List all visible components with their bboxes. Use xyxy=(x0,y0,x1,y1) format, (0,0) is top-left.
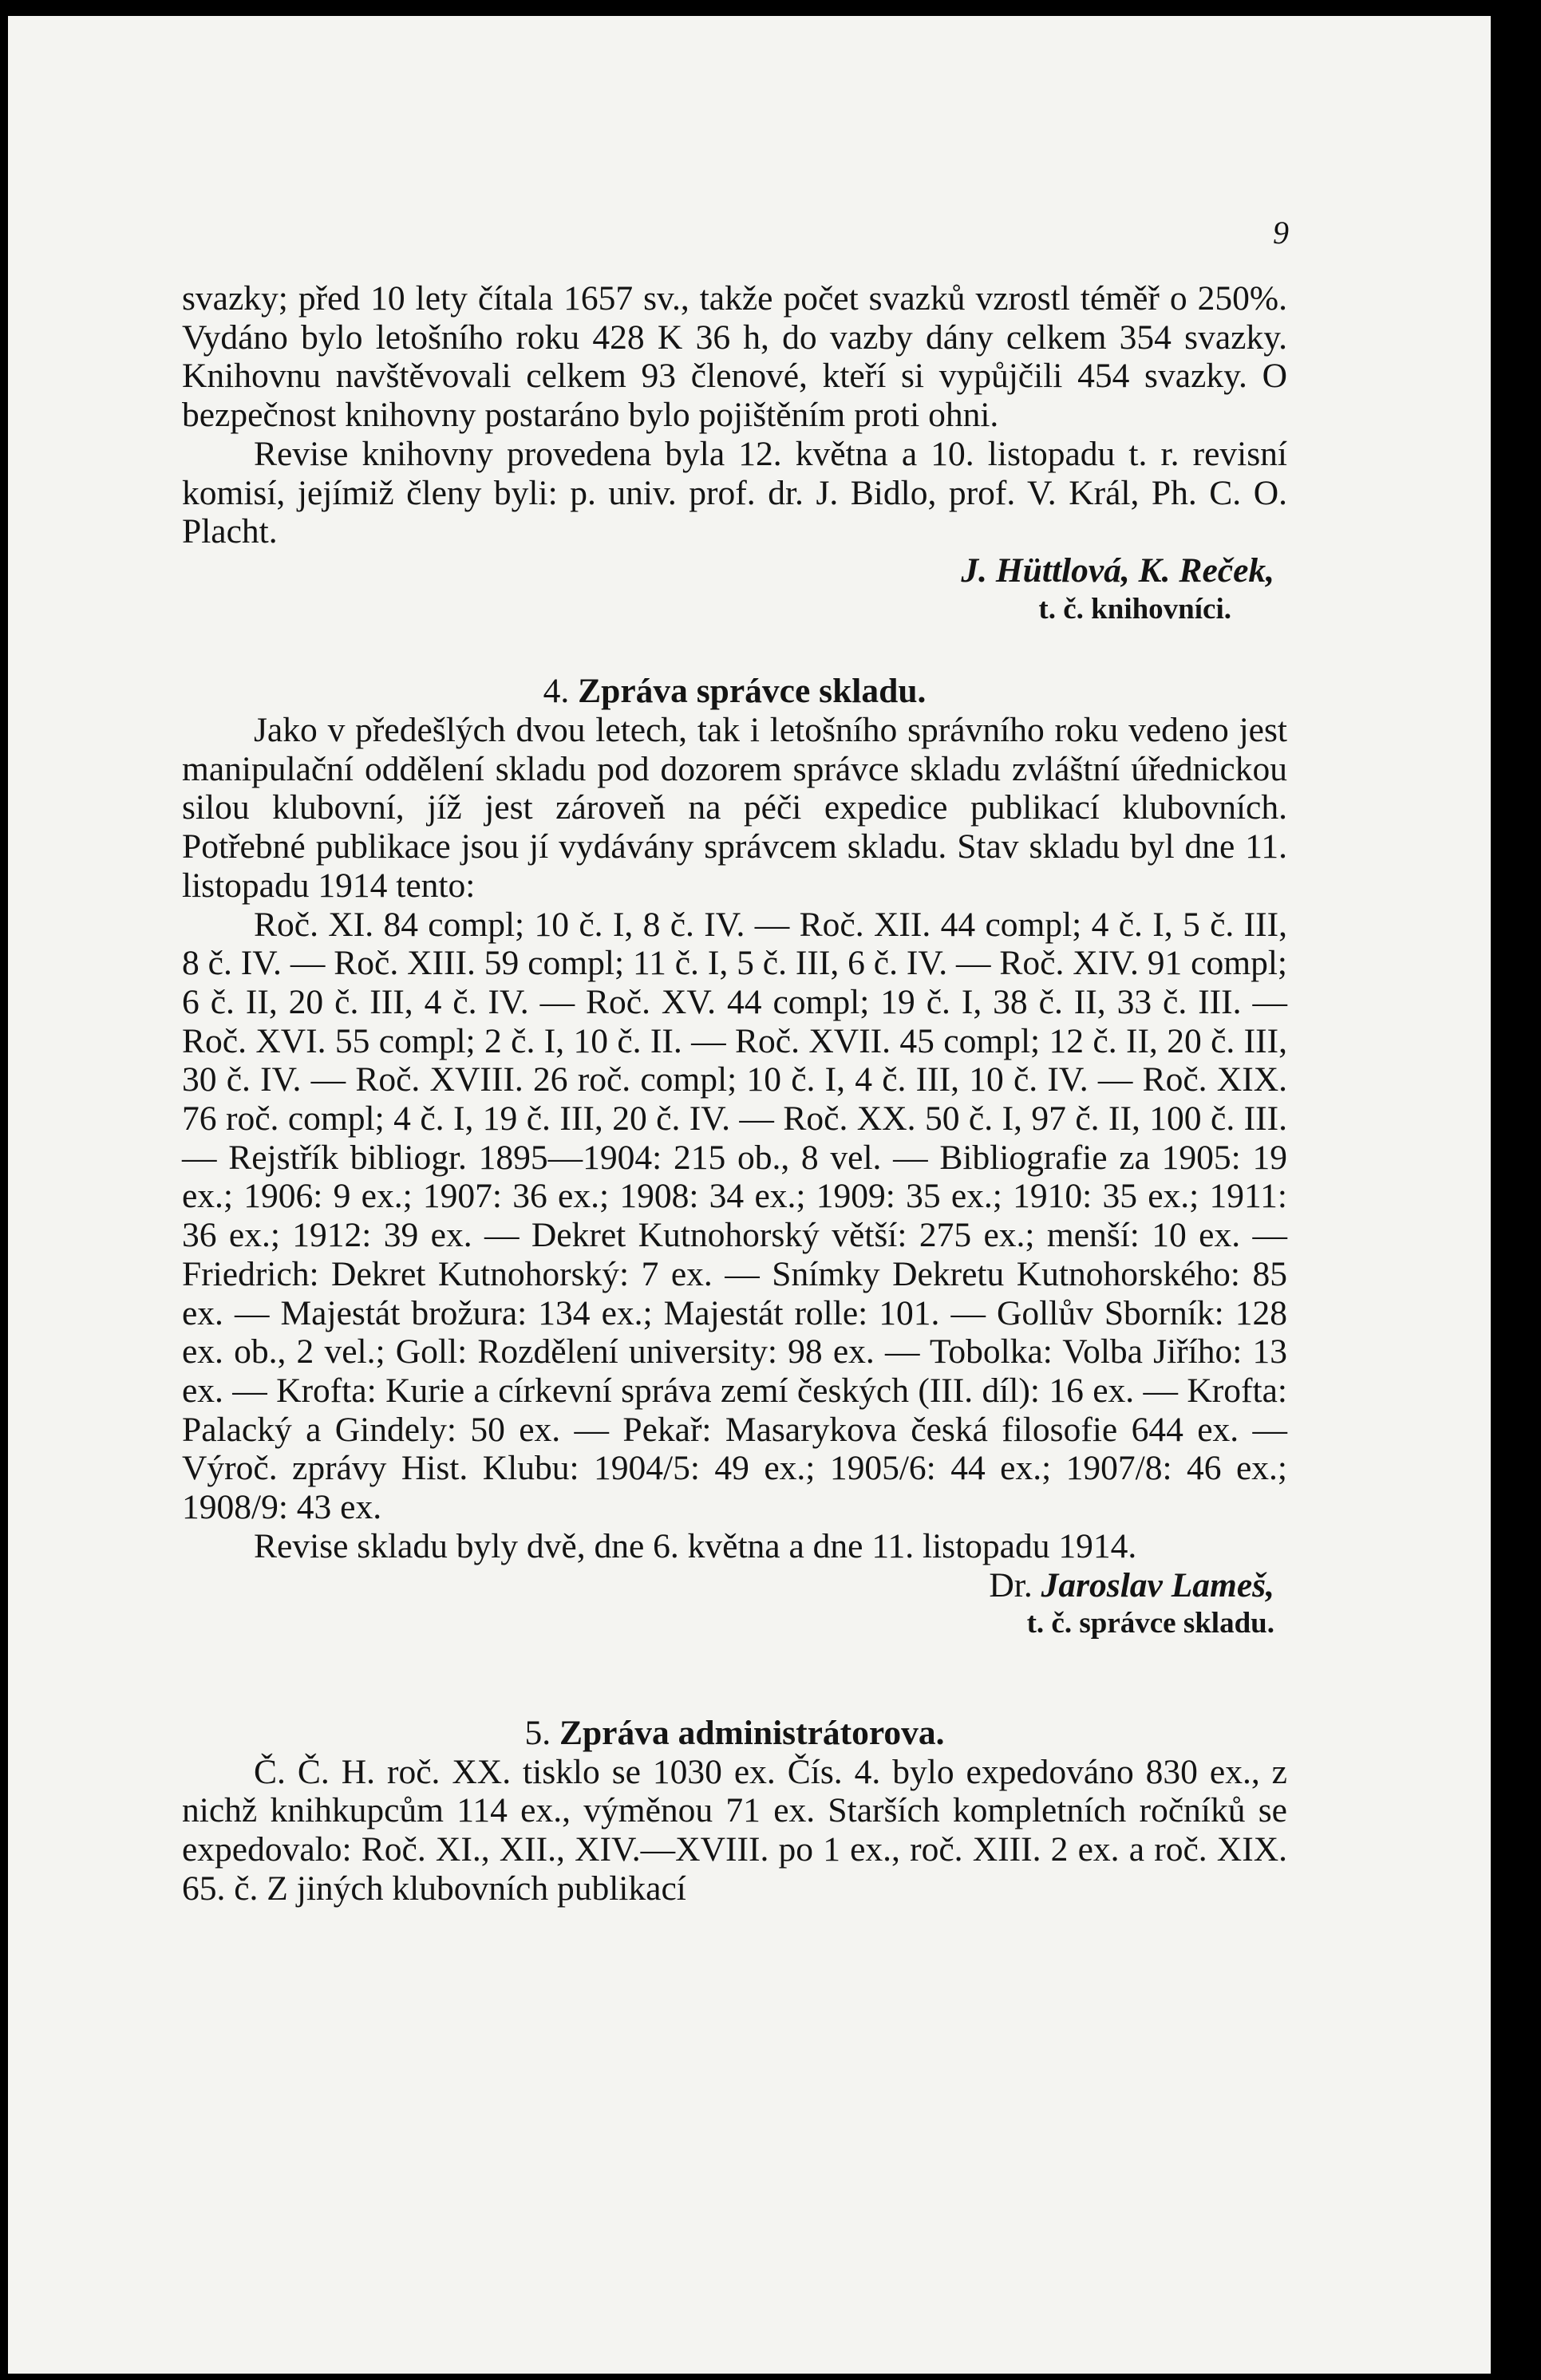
paragraph-warehouse-inventory: Roč. XI. 84 compl; 10 č. I, 8 č. IV. — Roč. XII. 44 compl; 4 č. I, 5 č. III, 8 č. IV. — Roč. XIII. 59 compl; 11 č. I, 5 č. III, 6 č. IV. — Roč. XIV. 91 compl; 6 č. II, 20 č. III, 4 č. IV. — Roč. XV. 44 compl; 19 č. I, 38 č. II, 33 č. III. — Roč. XVI. 55 compl; 2 č. I, 10 č. II. — Roč. XVII. 45 compl; 12 č. II, 20 č. III, 30 č. IV. — Roč. XVIII. 26 roč. compl; 10 č. I, 4 č. III, 10 č. IV. — Roč. XIX. 76 roč. compl; 4 č. I, 19 č. III, 20 č. IV. — Roč. XX. 50 č. I, 97 č. II, 100 č. III. — Rejstřík bibliogr. 1895—1904: 215 ob., 8 vel. — Bibliografie za 1905: 19 ex.; 1906: 9 ex.; 1907: 36 ex.; 1908: 34 ex.; 1909: 35 ex.; 1910: 35 ex.; 1911: 36 ex.; 1912: 39 ex. — Dekret Kutnohorský větší: 275 ex.; menší: 10 ex. — Friedrich: Dekret Kutnohorský: 7 ex. — Snímky Dekretu Kutnohorského: 85 ex. — Majestát brožura: 134 ex.; Majestát rolle: 101. — Gollův Sborník: 128 ex. ob., 2 vel.; Goll: Rozdělení university: 98 ex. — Tobolka: Volba Jiřího: 13 ex. — Krofta: Kurie a církevní správa zemí českých (III. díl): 16 ex. — Krofta: Palacký a Gindely: 50 ex. — Pekař: Masarykova česká filosofie 644 ex. — Výroč. zprávy Hist. Klubu: 1904/5: 49 ex.; 1905/6: 44 ex.; 1907/8: 46 ex.; 1908/9: 43 ex. xyxy=(182,905,1287,1527)
signature-name: Jaroslav Lameš, xyxy=(1041,1565,1274,1604)
body-text xyxy=(182,279,1287,1908)
document-page xyxy=(8,16,1491,2374)
spacer xyxy=(182,629,1287,672)
paragraph-library-revision: Revise knihovny provedena byla 12. května a 10. listopadu t. r. revisní komisí, jejímiž členy byli: p. univ. prof. dr. J. Bidlo, prof. V. Král, Ph. C. O. Placht. xyxy=(182,434,1287,551)
signature-warehouse-manager xyxy=(182,1566,1287,1605)
signature-librarians-names: J. Hüttlová, K. Reček, xyxy=(961,551,1274,590)
section-number: 4. xyxy=(543,672,570,711)
signature-warehouse-role: t. č. správce skladu. xyxy=(1026,1607,1274,1640)
paragraph-administrator: Č. Č. H. roč. XX. tisklo se 1030 ex. Čís. 4. bylo expedováno 830 ex., z nichž knihkupcům 114 ex., výměnou 71 ex. Starších kompletních ročníků se expedovalo: Roč. XI., XII., XIV.—XVIII. po 1 ex., roč. XIII. 2 ex. a roč. XIX. 65. č. Z jiných klubovních publikací xyxy=(182,1752,1287,1908)
section-heading-5 xyxy=(182,1714,1287,1753)
page-number: 9 xyxy=(1273,215,1289,251)
paragraph-warehouse-revision: Revise skladu byly dvě, dne 6. května a dne 11. listopadu 1914. xyxy=(254,1526,1137,1565)
section-title: Zpráva správce skladu. xyxy=(578,672,927,711)
section-heading-4 xyxy=(182,672,1287,711)
paragraph-warehouse-intro: Jako v předešlých dvou letech, tak i letošního správního roku vedeno jest manipulační oddělení skladu pod dozorem správce skladu zvláštní úřednickou silou klubovní, jíž jest zároveň na péči expedice publikací klubovních. Potřebné publikace jsou jí vydávány správcem skladu. Stav skladu byl dne 11. listopadu 1914 tento: xyxy=(182,711,1287,905)
signature-librarians-role: t. č. knihovníci. xyxy=(1038,592,1231,626)
signature-librarians xyxy=(182,551,1287,590)
spacer xyxy=(182,1644,1287,1714)
signature-title: Dr. xyxy=(989,1565,1033,1604)
section-number: 5. xyxy=(524,1713,551,1752)
paragraph-library-stats: svazky; před 10 lety čítala 1657 sv., takže počet svazků vzrostl téměř o 250%. Vydáno bylo letošního roku 428 K 36 h, do vazby dány celkem 354 svazky. Knihovnu navštěvovali celkem 93 členové, kteří si vypůjčili 454 svazky. O bezpečnost knihovny postaráno bylo pojištěním proti ohni. xyxy=(182,279,1287,435)
section-title: Zpráva administrátorova. xyxy=(559,1713,945,1752)
